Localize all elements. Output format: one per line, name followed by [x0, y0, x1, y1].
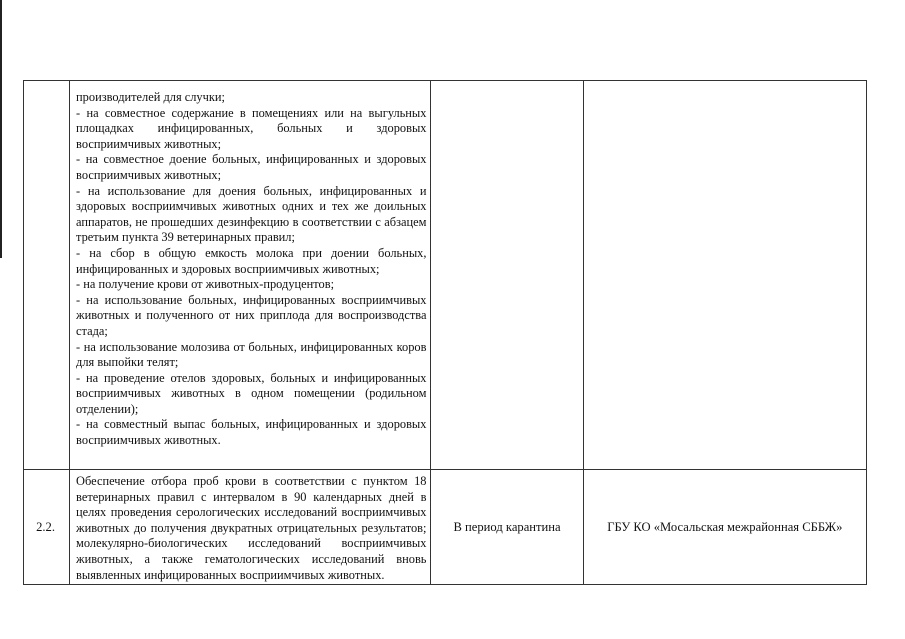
- period-cell: В период карантина: [431, 470, 583, 585]
- measure-line: - на использование больных, инфицированных восприимчивых животных и полученного от них приплода для воспроизводства стада;: [76, 292, 427, 338]
- period-cell: [431, 81, 583, 470]
- row-number-cell: 2.2.: [24, 470, 70, 585]
- measure-text: Обеспечение отбора проб крови в соответствии с пунктом 18 ветеринарных правил с интервалом в 90 календарных дней в целях проведения серологических исследований восприимчивых животных до получения двукратных отрицательных результатов; молекулярно-биологических исследований восприимчивых животных, а также гематологических исследований вновь выявленных инфицированных восприимчивых животных.: [76, 474, 427, 582]
- table-row-continuation: [24, 81, 867, 470]
- measure-line: - на совместное содержание в помещениях или на выгульных площадках инфицированных, больных и здоровых восприимчивых животных;: [76, 105, 427, 151]
- measure-line: - на использование молозива от больных, инфицированных коров для выпойки телят;: [76, 339, 427, 370]
- measure-line: производителей для случки;: [76, 90, 225, 104]
- responsible-cell: [583, 81, 866, 470]
- measure-text: [70, 81, 430, 449]
- measure-line: - на получение крови от животных-продуцентов;: [76, 277, 335, 292]
- responsible-cell: ГБУ КО «Мосальская межрайонная СББЖ»: [583, 470, 866, 585]
- measure-cell: [70, 470, 431, 585]
- measure-line: - на совместный выпас больных, инфицированных и здоровых восприимчивых животных.: [76, 417, 427, 448]
- measure-line: - на совместное доение больных, инфицированных и здоровых восприимчивых животных;: [76, 152, 427, 182]
- measure-line: - на сбор в общую емкость молока при доении больных, инфицированных и здоровых восприимчивых животных;: [76, 245, 427, 276]
- measure-line: - на проведение отелов здоровых, больных и инфицированных восприимчивых животных в одном помещении (родильном отделении);: [76, 370, 427, 416]
- measure-cell: [70, 81, 431, 470]
- page-edge-line: [0, 0, 2, 258]
- table-row-2-2: [24, 470, 867, 585]
- measure-line: - на использование для доения больных, инфицированных и здоровых восприимчивых животных одних и тех же доильных аппаратов, не прошедших дезинфекцию в соответствии с абзацем третьим пункта 39 ветеринарных правил;: [76, 183, 427, 245]
- row-number-cell: [24, 81, 70, 470]
- measures-table: [23, 80, 867, 585]
